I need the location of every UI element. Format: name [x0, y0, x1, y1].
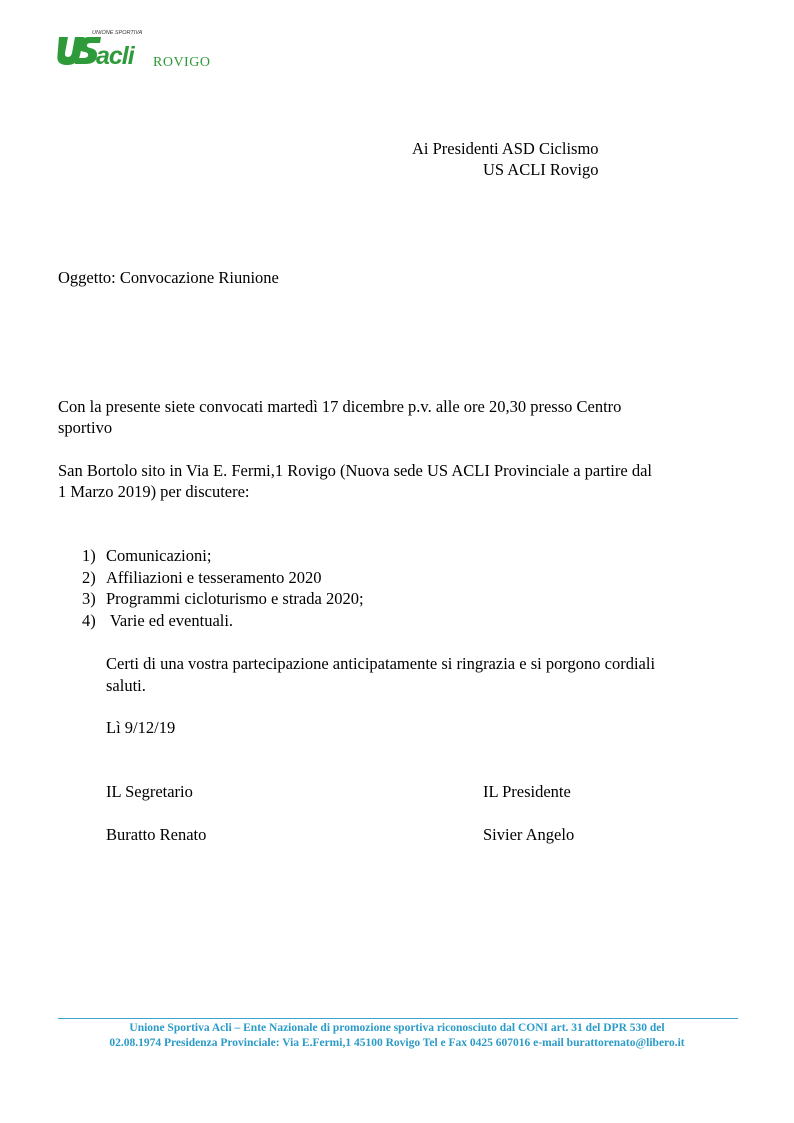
recipient-line-2: US ACLI Rovigo [483, 160, 599, 179]
agenda-item-text: Affiliazioni e tesseramento 2020 [106, 567, 322, 587]
body-paragraph-1-line-2: sportivo [58, 418, 113, 437]
logo-tagline: UNIONE SPORTIVA [92, 30, 143, 36]
logo-city: ROVIGO [153, 55, 211, 70]
agenda-item [82, 567, 482, 589]
footer-line-2: 02.08.1974 Presidenza Provinciale: Via E.Fermi,1 45100 Rovigo Tel e Fax 0425 607016 e-mail burattorenato@libero.it [109, 1037, 685, 1049]
signature-right-role: IL Presidente [483, 782, 571, 801]
letter-date: Lì 9/12/19 [106, 718, 176, 737]
agenda-item [82, 545, 482, 567]
closing-line-2: saluti. [106, 676, 146, 695]
agenda-item-number: 4) [82, 610, 96, 630]
agenda-item-number: 1) [82, 546, 96, 565]
agenda-item-text: Programmi cicloturismo e strada 2020; [106, 589, 364, 608]
svg-text:acli: acli [96, 42, 134, 70]
body-paragraph-1-line-1: Con la presente siete convocati martedì 17 dicembre p.v. alle ore 20,30 presso Centro [58, 397, 622, 416]
agenda-list [82, 545, 482, 631]
footer-divider [58, 1018, 738, 1019]
agenda-item-number: 2) [82, 567, 96, 587]
agenda-item [82, 610, 482, 632]
agenda-item-text: Varie ed eventuali. [106, 610, 234, 630]
signature-left-name: Buratto Renato [106, 825, 207, 844]
signature-right-name: Sivier Angelo [483, 825, 575, 844]
subject-line: Oggetto: Convocazione Riunione [58, 268, 279, 287]
body-paragraph-2-line-2: 1 Marzo 2019) per discutere: [58, 482, 250, 501]
footer-line-1: Unione Sportiva Acli – Ente Nazionale di promozione sportiva riconosciuto dal CONI art. 31 del DPR 530 del [129, 1022, 665, 1034]
agenda-item-text: Comunicazioni; [106, 546, 212, 565]
recipient-line-1: Ai Presidenti ASD Ciclismo [412, 139, 599, 158]
agenda-item [82, 588, 482, 610]
signature-left-role: IL Segretario [106, 782, 193, 801]
body-paragraph-2-line-1: San Bortolo sito in Via E. Fermi,1 Rovigo (Nuova sede US ACLI Provinciale a partire dal [58, 461, 652, 480]
closing-line-1: Certi di una vostra partecipazione anticipatamente si ringrazia e si porgono cordiali [106, 654, 656, 673]
agenda-item-number: 3) [82, 589, 96, 608]
